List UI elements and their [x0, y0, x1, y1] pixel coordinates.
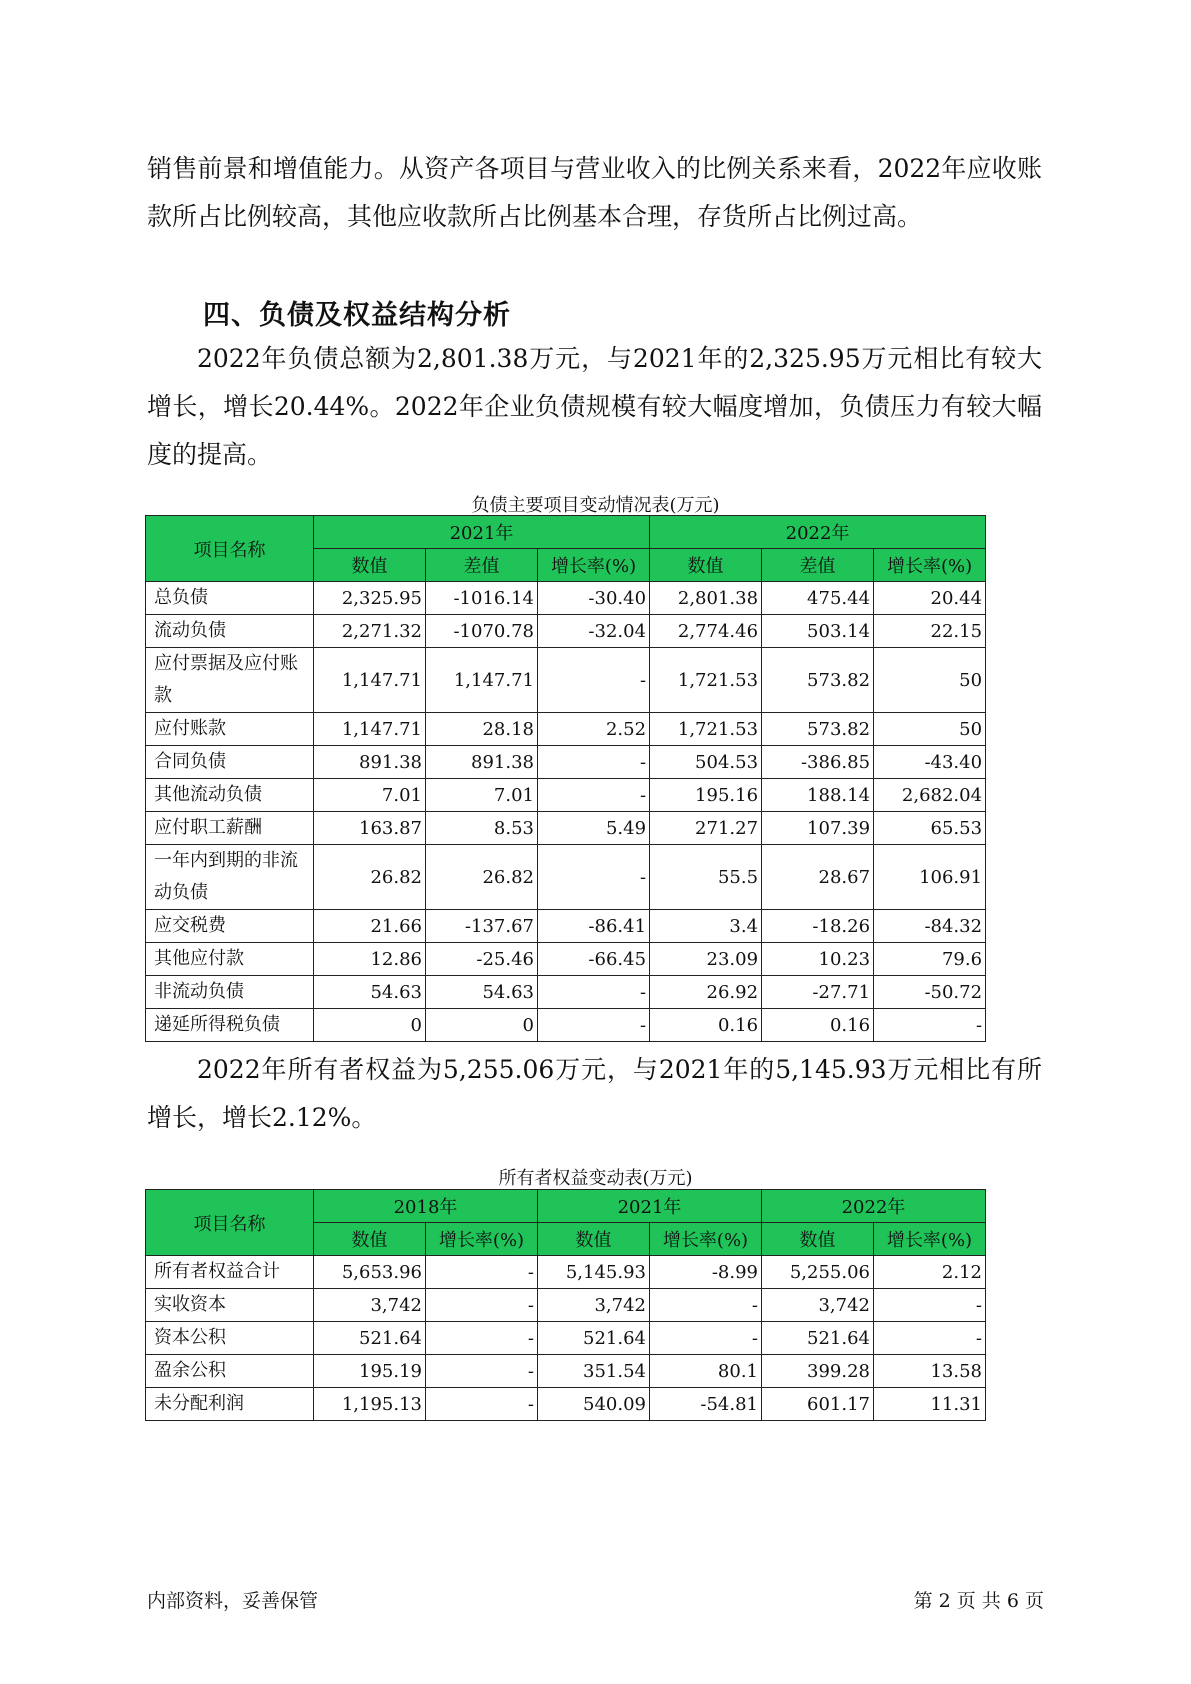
table-cell: 521.64: [762, 1322, 874, 1355]
row-label: 总负债: [146, 582, 314, 615]
table-cell: -: [538, 1009, 650, 1042]
table-cell: 195.19: [314, 1355, 426, 1388]
table-cell: -: [650, 1289, 762, 1322]
table-cell: -137.67: [426, 910, 538, 943]
table-cell: 891.38: [426, 746, 538, 779]
table-cell: 399.28: [762, 1355, 874, 1388]
table-cell: 5,653.96: [314, 1256, 426, 1289]
table-cell: 20.44: [874, 582, 986, 615]
table-cell: 2.12: [874, 1256, 986, 1289]
column-header: 差值: [426, 549, 538, 582]
table-cell: 50: [874, 713, 986, 746]
row-label: 应付职工薪酬: [146, 812, 314, 845]
row-label: 应交税费: [146, 910, 314, 943]
row-label: 盈余公积: [146, 1355, 314, 1388]
table-cell: 79.6: [874, 943, 986, 976]
section-heading: 四、负债及权益结构分析: [203, 300, 511, 331]
row-label: 非流动负债: [146, 976, 314, 1009]
table-cell: 10.23: [762, 943, 874, 976]
equity-table-caption: 所有者权益变动表(万元): [498, 1168, 693, 1189]
table-cell: 0: [314, 1009, 426, 1042]
table-cell: -: [426, 1388, 538, 1421]
year-header: 2022年: [762, 1190, 986, 1223]
intro-paragraph: 销售前景和增值能力。从资产各项目与营业收入的比例关系来看，2022年应收账款所占比例较高，其他应收款所占比例基本合理，存货所占比例过高。: [147, 154, 1042, 231]
table-cell: 2.52: [538, 713, 650, 746]
table-cell: -27.71: [762, 976, 874, 1009]
table-cell: 891.38: [314, 746, 426, 779]
table-cell: 50: [874, 648, 986, 713]
table-cell: -25.46: [426, 943, 538, 976]
table-cell: 54.63: [426, 976, 538, 1009]
table-cell: 13.58: [874, 1355, 986, 1388]
table-row: [146, 779, 986, 812]
table-cell: -30.40: [538, 582, 650, 615]
table-cell: 5,145.93: [538, 1256, 650, 1289]
table-cell: -84.32: [874, 910, 986, 943]
table-row: [146, 1256, 986, 1289]
column-header: 数值: [538, 1223, 650, 1256]
table-cell: 55.5: [650, 845, 762, 910]
table-row: [146, 943, 986, 976]
table-row: [146, 1009, 986, 1042]
table-cell: -: [538, 779, 650, 812]
year-header: 2022年: [650, 516, 986, 549]
table-cell: -: [426, 1322, 538, 1355]
table-cell: 601.17: [762, 1388, 874, 1421]
table-cell: 54.63: [314, 976, 426, 1009]
table-cell: 7.01: [426, 779, 538, 812]
table-cell: -386.85: [762, 746, 874, 779]
table-cell: -86.41: [538, 910, 650, 943]
table-cell: 1,147.71: [426, 648, 538, 713]
table-cell: 22.15: [874, 615, 986, 648]
table-cell: 65.53: [874, 812, 986, 845]
table-row: [146, 845, 986, 910]
table-row: [146, 1289, 986, 1322]
table-cell: 540.09: [538, 1388, 650, 1421]
table-cell: 573.82: [762, 713, 874, 746]
year-header: 2021年: [314, 516, 650, 549]
column-header: 增长率(%): [650, 1223, 762, 1256]
table-cell: 2,271.32: [314, 615, 426, 648]
column-header: 数值: [762, 1223, 874, 1256]
table-cell: 8.53: [426, 812, 538, 845]
table-cell: -: [538, 648, 650, 713]
row-label: 资本公积: [146, 1322, 314, 1355]
table-cell: 503.14: [762, 615, 874, 648]
column-header: 增长率(%): [874, 549, 986, 582]
table-cell: 2,325.95: [314, 582, 426, 615]
table-cell: 521.64: [538, 1322, 650, 1355]
equity-paragraph: 2022年所有者权益为5,255.06万元，与2021年的5,145.93万元相比有所增长，增长2.12%。: [147, 1055, 1042, 1132]
table-cell: -1070.78: [426, 615, 538, 648]
table-cell: 195.16: [650, 779, 762, 812]
table-cell: -32.04: [538, 615, 650, 648]
row-label: 其他流动负债: [146, 779, 314, 812]
table-cell: -50.72: [874, 976, 986, 1009]
liability-paragraph: 2022年负债总额为2,801.38万元，与2021年的2,325.95万元相比有较大增长，增长20.44%。2022年企业负债规模有较大幅度增加，负债压力有较大幅度的提高。: [147, 344, 1042, 469]
column-header: 增长率(%): [538, 549, 650, 582]
table-row: [146, 615, 986, 648]
table-cell: 5.49: [538, 812, 650, 845]
table-cell: 5,255.06: [762, 1256, 874, 1289]
table-cell: 3,742: [538, 1289, 650, 1322]
table-row: [146, 976, 986, 1009]
table-cell: 23.09: [650, 943, 762, 976]
row-label: 流动负债: [146, 615, 314, 648]
table-cell: -1016.14: [426, 582, 538, 615]
table-cell: 26.82: [426, 845, 538, 910]
table-row: [146, 1355, 986, 1388]
liability-table: [145, 515, 986, 1042]
table-row: [146, 1388, 986, 1421]
table-row: [146, 582, 986, 615]
table-cell: -: [538, 845, 650, 910]
table-row: [146, 1322, 986, 1355]
table-cell: 2,774.46: [650, 615, 762, 648]
table-cell: 521.64: [314, 1322, 426, 1355]
column-header: 数值: [650, 549, 762, 582]
table-cell: -: [538, 746, 650, 779]
table-cell: 28.67: [762, 845, 874, 910]
table-cell: 1,195.13: [314, 1388, 426, 1421]
row-label: 递延所得税负债: [146, 1009, 314, 1042]
table-cell: 80.1: [650, 1355, 762, 1388]
table-cell: 3,742: [314, 1289, 426, 1322]
table-row: [146, 648, 986, 713]
table-cell: -: [874, 1009, 986, 1042]
table-cell: -: [426, 1289, 538, 1322]
table-cell: 106.91: [874, 845, 986, 910]
liability-table-caption: 负债主要项目变动情况表(万元): [471, 495, 720, 516]
footer-page-number: 第 2 页 共 6 页: [913, 1590, 1044, 1612]
column-header: 差值: [762, 549, 874, 582]
footer-confidential-note: 内部资料，妥善保管: [147, 1590, 319, 1612]
table-cell: 573.82: [762, 648, 874, 713]
item-name-header: 项目名称: [146, 516, 314, 582]
table-cell: 271.27: [650, 812, 762, 845]
table-cell: 504.53: [650, 746, 762, 779]
year-header: 2018年: [314, 1190, 538, 1223]
table-cell: 28.18: [426, 713, 538, 746]
table-cell: -: [426, 1355, 538, 1388]
table-cell: -: [874, 1289, 986, 1322]
row-label: 实收资本: [146, 1289, 314, 1322]
table-cell: 12.86: [314, 943, 426, 976]
row-label: 未分配利润: [146, 1388, 314, 1421]
table-cell: 1,721.53: [650, 713, 762, 746]
table-cell: 475.44: [762, 582, 874, 615]
column-header: 数值: [314, 549, 426, 582]
table-cell: 0.16: [650, 1009, 762, 1042]
equity-table: [145, 1189, 986, 1421]
table-cell: 26.92: [650, 976, 762, 1009]
table-cell: 21.66: [314, 910, 426, 943]
table-row: [146, 910, 986, 943]
table-cell: -54.81: [650, 1388, 762, 1421]
table-cell: -8.99: [650, 1256, 762, 1289]
table-cell: 3.4: [650, 910, 762, 943]
table-cell: 351.54: [538, 1355, 650, 1388]
row-label: 应付账款: [146, 713, 314, 746]
table-cell: -66.45: [538, 943, 650, 976]
table-row: [146, 746, 986, 779]
table-row: [146, 812, 986, 845]
table-cell: -18.26: [762, 910, 874, 943]
column-header: 增长率(%): [874, 1223, 986, 1256]
table-cell: -: [874, 1322, 986, 1355]
table-cell: 1,721.53: [650, 648, 762, 713]
table-cell: 188.14: [762, 779, 874, 812]
row-label: 应付票据及应付账款: [146, 648, 314, 713]
table-cell: 1,147.71: [314, 713, 426, 746]
table-cell: -43.40: [874, 746, 986, 779]
table-cell: 7.01: [314, 779, 426, 812]
table-cell: -: [426, 1256, 538, 1289]
year-header: 2021年: [538, 1190, 762, 1223]
column-header: 数值: [314, 1223, 426, 1256]
table-cell: 163.87: [314, 812, 426, 845]
column-header: 增长率(%): [426, 1223, 538, 1256]
table-cell: 0.16: [762, 1009, 874, 1042]
table-cell: 2,682.04: [874, 779, 986, 812]
row-label: 其他应付款: [146, 943, 314, 976]
table-cell: 2,801.38: [650, 582, 762, 615]
table-cell: 3,742: [762, 1289, 874, 1322]
row-label: 合同负债: [146, 746, 314, 779]
table-cell: 0: [426, 1009, 538, 1042]
item-name-header: 项目名称: [146, 1190, 314, 1256]
table-cell: -: [538, 976, 650, 1009]
row-label: 所有者权益合计: [146, 1256, 314, 1289]
table-row: [146, 713, 986, 746]
table-cell: 26.82: [314, 845, 426, 910]
row-label: 一年内到期的非流动负债: [146, 845, 314, 910]
table-cell: 11.31: [874, 1388, 986, 1421]
table-cell: 1,147.71: [314, 648, 426, 713]
table-cell: 107.39: [762, 812, 874, 845]
table-cell: -: [650, 1322, 762, 1355]
